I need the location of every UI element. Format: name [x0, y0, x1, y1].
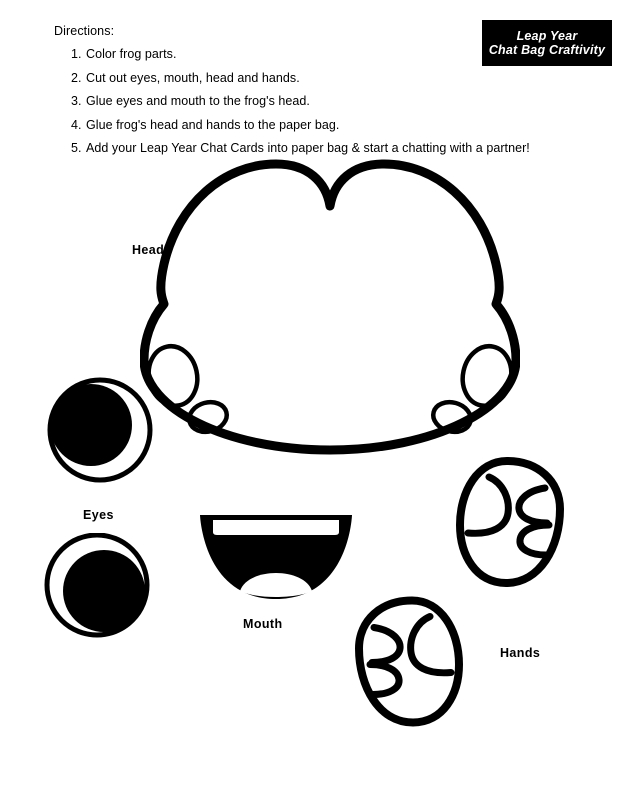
frog-hand-cutout-left [347, 592, 467, 737]
direction-step-3 [54, 94, 484, 108]
title-line-1: Leap Year [516, 29, 578, 43]
step-number: 2. [71, 70, 82, 85]
frog-mouth-cutout [196, 505, 356, 610]
label-mouth: Mouth [243, 617, 283, 631]
frog-hand-cutout-right [452, 455, 572, 595]
direction-step-4 [54, 118, 484, 132]
frog-head-cutout [140, 158, 520, 463]
step-text: Glue eyes and mouth to the frog's head. [86, 94, 310, 108]
title-badge [482, 20, 612, 66]
directions-list [54, 47, 530, 155]
title-line-2: Chat Bag Craftivity [488, 43, 606, 57]
step-number: 3. [71, 94, 82, 108]
step-text: Glue frog's head and hands to the paper bag. [86, 117, 340, 132]
step-number: 4. [71, 117, 82, 132]
label-eyes: Eyes [83, 508, 114, 522]
direction-step-2 [54, 71, 484, 85]
step-text: Cut out eyes, mouth, head and hands. [86, 70, 300, 85]
directions-heading: Directions: [54, 24, 115, 38]
directions-block [54, 24, 530, 165]
frog-eye-cutout-bottom [42, 533, 162, 648]
label-hands: Hands [500, 646, 541, 660]
frog-eye-cutout-top [42, 377, 162, 492]
step-number: 1. [71, 47, 82, 61]
direction-step-5 [54, 141, 530, 155]
step-text: Color frog parts. [86, 47, 177, 61]
step-number: 5. [71, 141, 82, 155]
direction-step-1 [54, 47, 484, 61]
step-text: Add your Leap Year Chat Cards into paper bag & start a chatting with a partner! [86, 141, 530, 155]
label-head: Head [132, 243, 165, 257]
